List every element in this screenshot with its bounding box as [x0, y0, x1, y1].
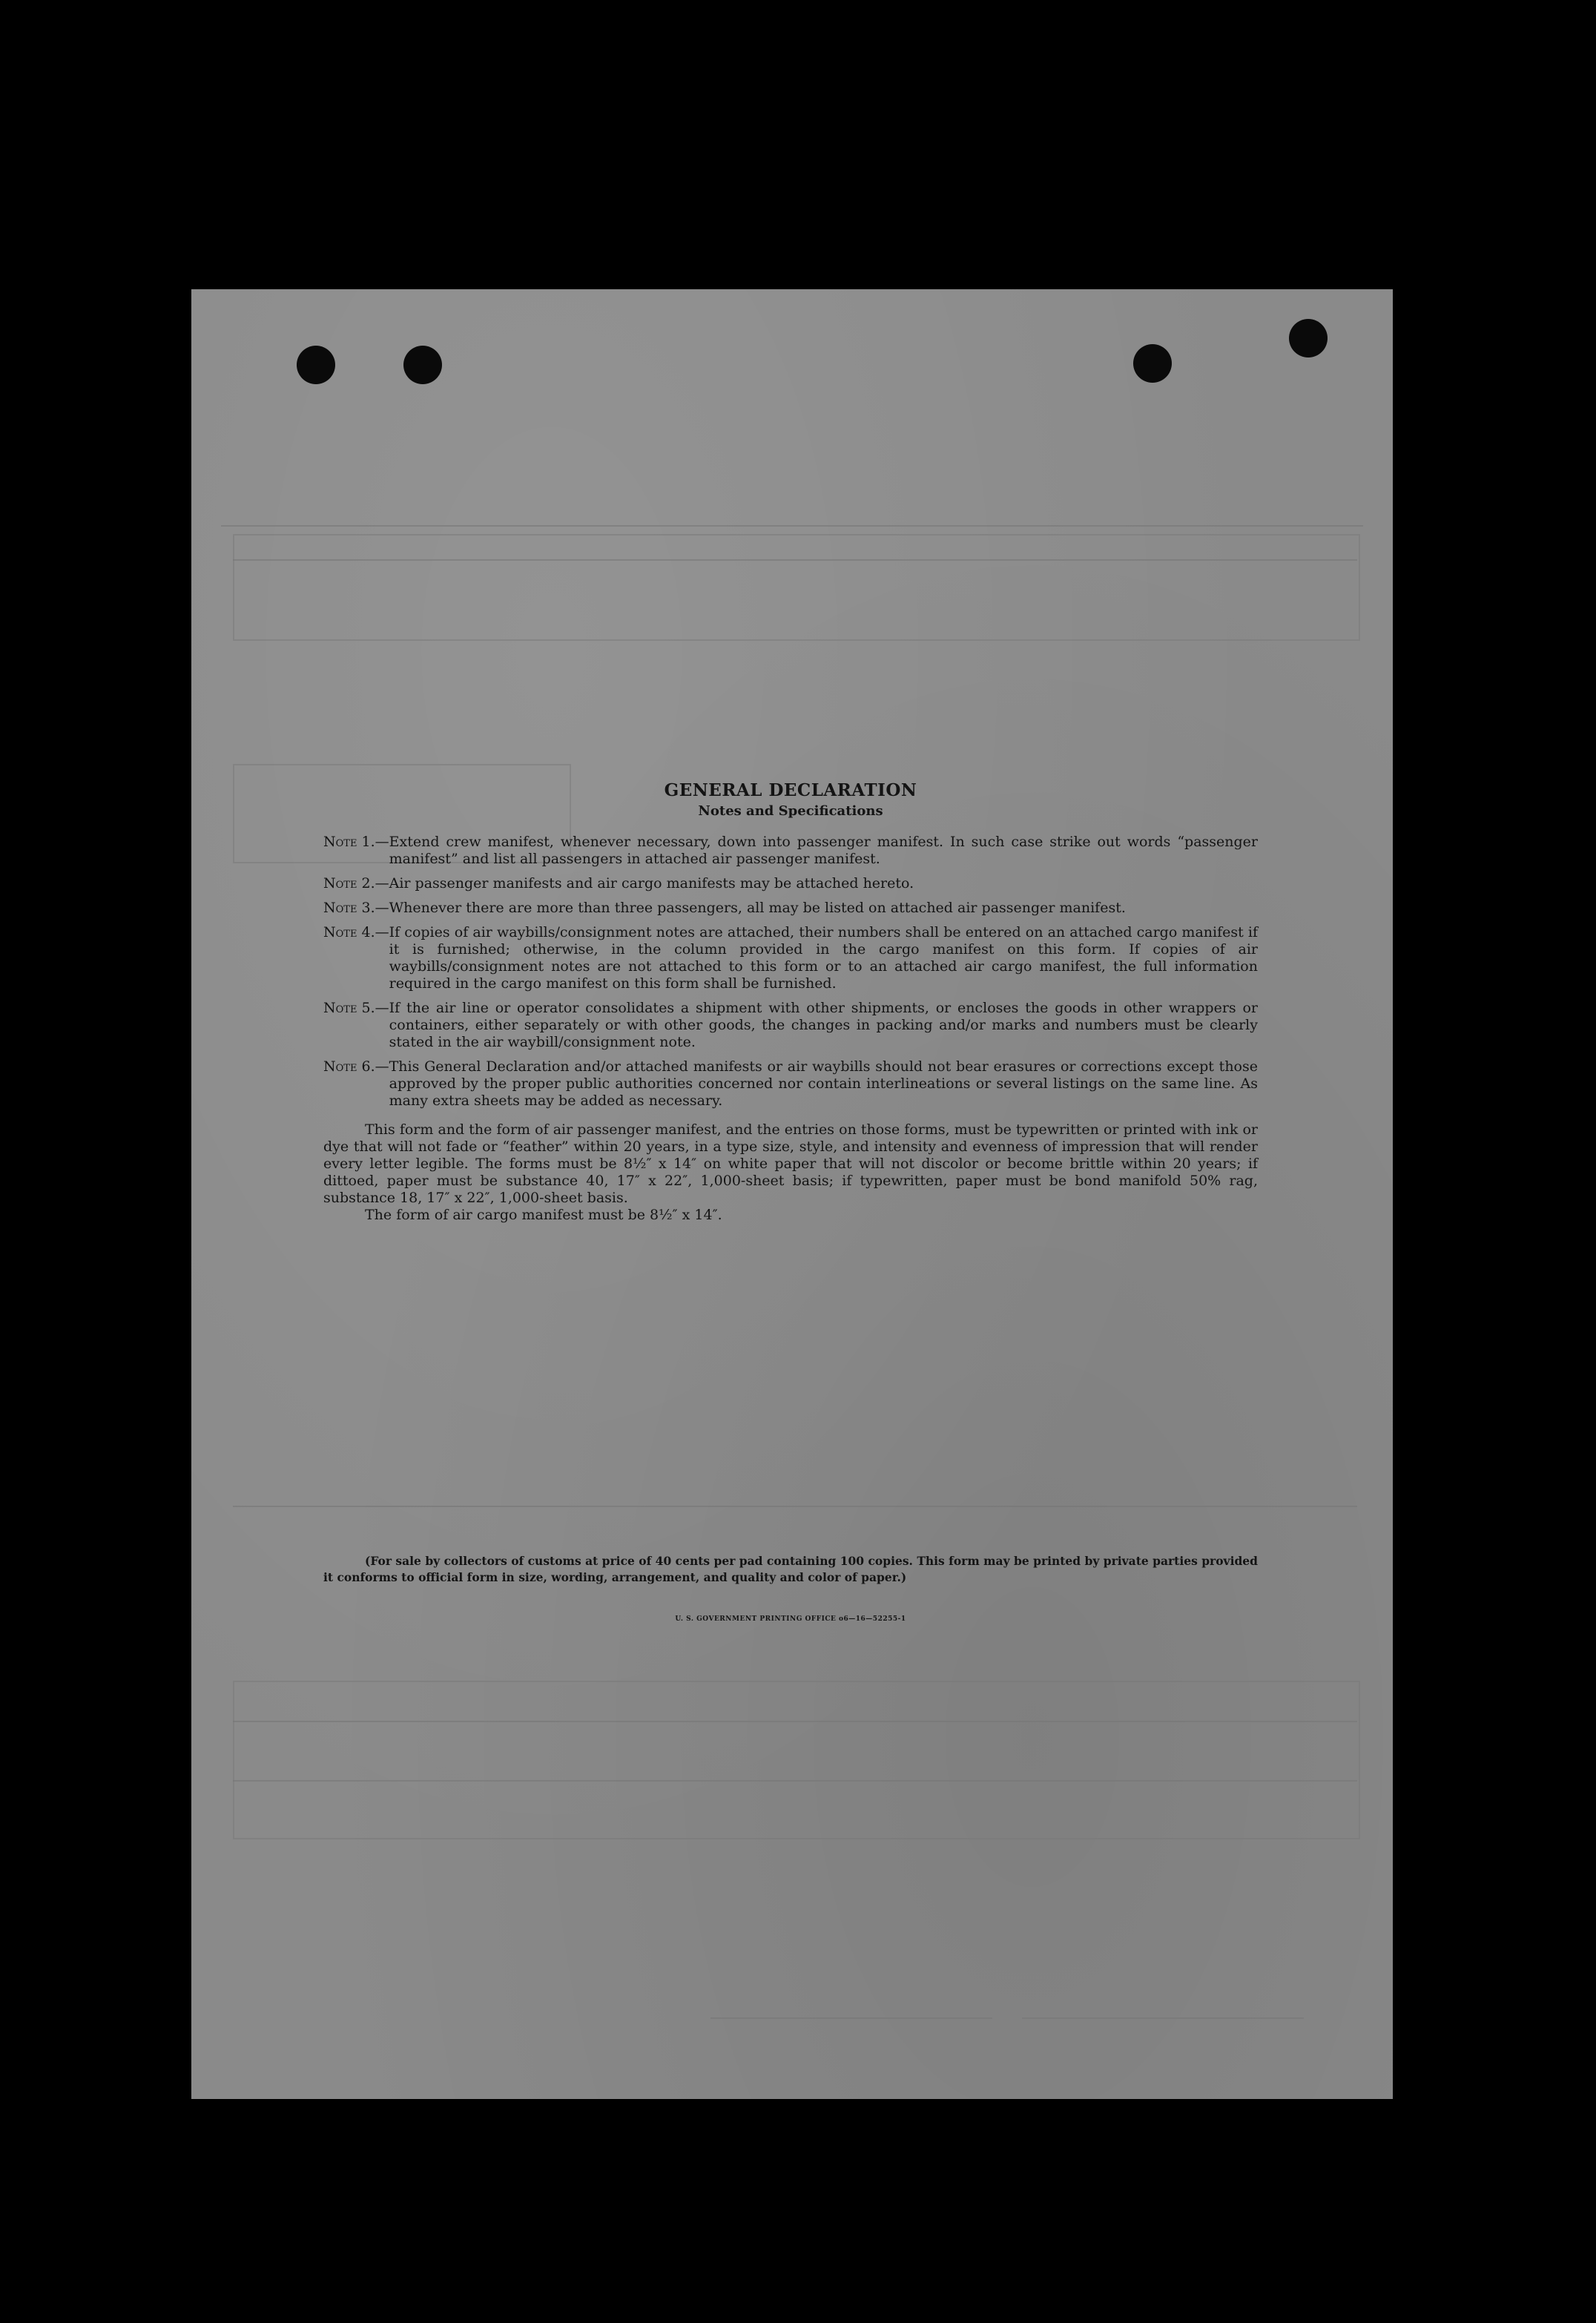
page-subtitle: Notes and Specifications: [698, 803, 883, 819]
note-label: Note 4.—: [323, 924, 389, 940]
note-text: If the air line or operator consolidates a shipment with other shipments, or encloses the goods in other wrappers or containers, either separately or with other goods, the changes in packing and/or marks and numbers must be clearly stated in the air waybill/consignment note.: [389, 1000, 1258, 1050]
note-item: [323, 900, 1258, 917]
notes-section: [323, 780, 1258, 1224]
note-text: Extend crew manifest, whenever necessary, down into passenger manifest. In such case strike out words “passenger manifest” and list all passengers in attached air passenger manifest.: [389, 834, 1258, 867]
note-item: [323, 924, 1258, 992]
bleed-itinerary-table: [233, 534, 1360, 641]
note-text: Whenever there are more than three passengers, all may be listed on attached air passenger manifest.: [389, 900, 1126, 916]
specification-paragraph: This form and the form of air passenger manifest, and the entries on those forms, must be typewritten or printed with ink or dye that will not fade or “feather” within 20 years, in a type size, style, and intensity and evenness of impression that will render every letter legible. The forms must be 8½″ x 14″ on white paper that will not discolor or become brittle within 20 years; if dittoed, paper must be substance 40, 17″ x 22″, 1,000-sheet basis; if typewritten, paper must be bond manifold 50% rag, substance 18, 17″ x 22″, 1,000-sheet basis.: [323, 1121, 1258, 1206]
note-text: Air passenger manifests and air cargo manifests may be attached hereto.: [389, 875, 914, 892]
note-label: Note 3.—: [323, 900, 389, 916]
bleed-line: [221, 525, 1363, 527]
bleed-line: [1022, 2017, 1304, 2019]
printing-office-line: U. S. GOVERNMENT PRINTING OFFICE o6—16—52255-1: [675, 1615, 906, 1623]
bleed-line: [233, 1780, 1357, 1782]
punch-hole: [1133, 344, 1172, 383]
bleed-line: [233, 559, 1357, 561]
note-label: Note 1.—: [323, 834, 389, 850]
punch-hole: [403, 346, 442, 384]
bleed-cargo-table: [233, 1681, 1360, 1839]
sale-notice: (For sale by collectors of customs at price of 40 cents per pad containing 100 copies. This form may be printed by private parties provided it conforms to official form in size, wording, arrangement, and quality and color of paper.): [323, 1554, 1258, 1584]
note-item: [323, 1000, 1258, 1051]
note-text: This General Declaration and/or attached manifests or air waybills should not bear erasures or corrections except those approved by the proper public authorities concerned nor contain interlineations or several listings on the same line. As many extra sheets may be added as necessary.: [389, 1058, 1258, 1109]
note-text: If copies of air waybills/consignment notes are attached, their numbers shall be entered on an attached cargo manifest if it is furnished; otherwise, in the column provided in the cargo manifest on this form. If copies of air waybills/consignment notes are not attached to this form or to an attached air cargo manifest, the full information required in the cargo manifest on this form shall be furnished.: [389, 924, 1258, 992]
bleed-line: [233, 1506, 1357, 1507]
bleed-line: [233, 1721, 1357, 1722]
cargo-form-line: The form of air cargo manifest must be 8½″ x 14″.: [365, 1207, 722, 1223]
bleed-line: [710, 2017, 992, 2019]
note-label: Note 2.—: [323, 875, 389, 892]
note-item: [323, 834, 1258, 868]
note-label: Note 6.—: [323, 1058, 389, 1075]
punch-hole: [297, 346, 335, 384]
note-item: [323, 1058, 1258, 1110]
page-title: GENERAL DECLARATION: [664, 780, 917, 800]
punch-hole: [1289, 319, 1328, 357]
note-item: [323, 875, 1258, 892]
note-label: Note 5.—: [323, 1000, 389, 1016]
